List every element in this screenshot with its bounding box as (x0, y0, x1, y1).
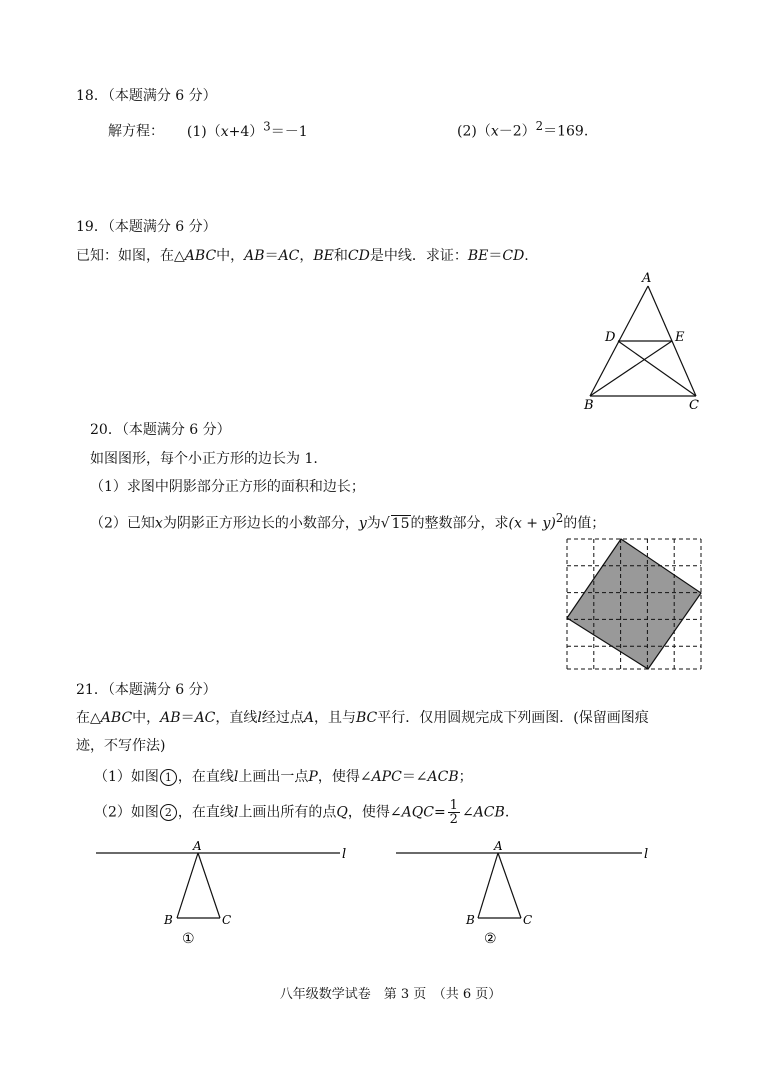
q21-figure-2 (394, 836, 656, 952)
q20-heading: 20．（本题满分 6 分） (90, 422, 231, 438)
q21-statement-2: 迹，不写作法) (76, 738, 166, 754)
shaded-square (567, 539, 701, 669)
q19-triangle-figure (578, 268, 708, 414)
fig1-label-a: A (193, 839, 202, 853)
q21-figure-1 (94, 836, 356, 952)
fraction-half: $\frac{1}{2}$ (449, 798, 458, 827)
fig2-label-a: A (494, 839, 503, 853)
q19-label-c: C (689, 398, 699, 413)
fig1-label-c: C (222, 913, 232, 927)
sqrt-15: 15 (391, 515, 410, 532)
q20-grid-figure (564, 537, 704, 671)
fig2-label-b: B (466, 913, 475, 927)
q19-label-b: B (584, 398, 594, 413)
q21-statement-1: 在△ABC中，AB＝AC，直线l经过点A，且与BC平行．仅用圆规完成下列画图．(保留画图痕 (76, 710, 649, 726)
fig2-label-c: C (523, 913, 533, 927)
q20-intro: 如图图形，每个小正方形的边长为 1. (90, 451, 318, 467)
q18-eq2: $(2)(x-2)^2=169$. (457, 119, 589, 140)
q19-label-d: D (605, 330, 616, 345)
q19-label-a: A (642, 271, 652, 286)
fig1-label-l: l (342, 847, 347, 862)
q18-equations (108, 116, 308, 142)
fig2-number: ② (484, 931, 497, 947)
q18-heading: 18．（本题满分 6 分） (76, 88, 217, 104)
page-footer: 八年级数学试卷 第 3 页 （共 6 页） (279, 987, 502, 1002)
circled-number-1: 1 (160, 769, 177, 786)
q21-part1: （1）如图 1 ，在直线l上画出一点P，使得∠APC＝∠ACB； (94, 769, 473, 785)
q21-part2: （2）如图 2 ，在直线l上画出所有的点Q，使得∠AQC= $\frac{1}{2}$ ∠ACB. (94, 798, 510, 827)
q19-heading: 19．（本题满分 6 分） (76, 219, 217, 235)
q18-eq1: $(1)(x+4)^3=-1$ (186, 119, 308, 140)
q20-part2: （2）已知x为阴影正方形边长的小数部分，y为√ 15的整数部分，求$(x + y)^2$的值； (90, 511, 606, 532)
q21-heading: 21．（本题满分 6 分） (76, 682, 217, 698)
q19-statement: 已知：如图，在△ABC中，AB＝AC，BE和CD是中线．求证：BE＝CD. (76, 248, 529, 264)
q18-prompt: 解方程： (108, 123, 164, 140)
q19-label-e: E (675, 330, 685, 345)
circled-number-2: 2 (160, 804, 177, 821)
fig1-label-b: B (164, 913, 173, 927)
fig1-number: ① (182, 931, 195, 947)
fig2-label-l: l (644, 847, 649, 862)
q20-part1: （1）求图中阴影部分正方形的面积和边长； (90, 479, 365, 495)
